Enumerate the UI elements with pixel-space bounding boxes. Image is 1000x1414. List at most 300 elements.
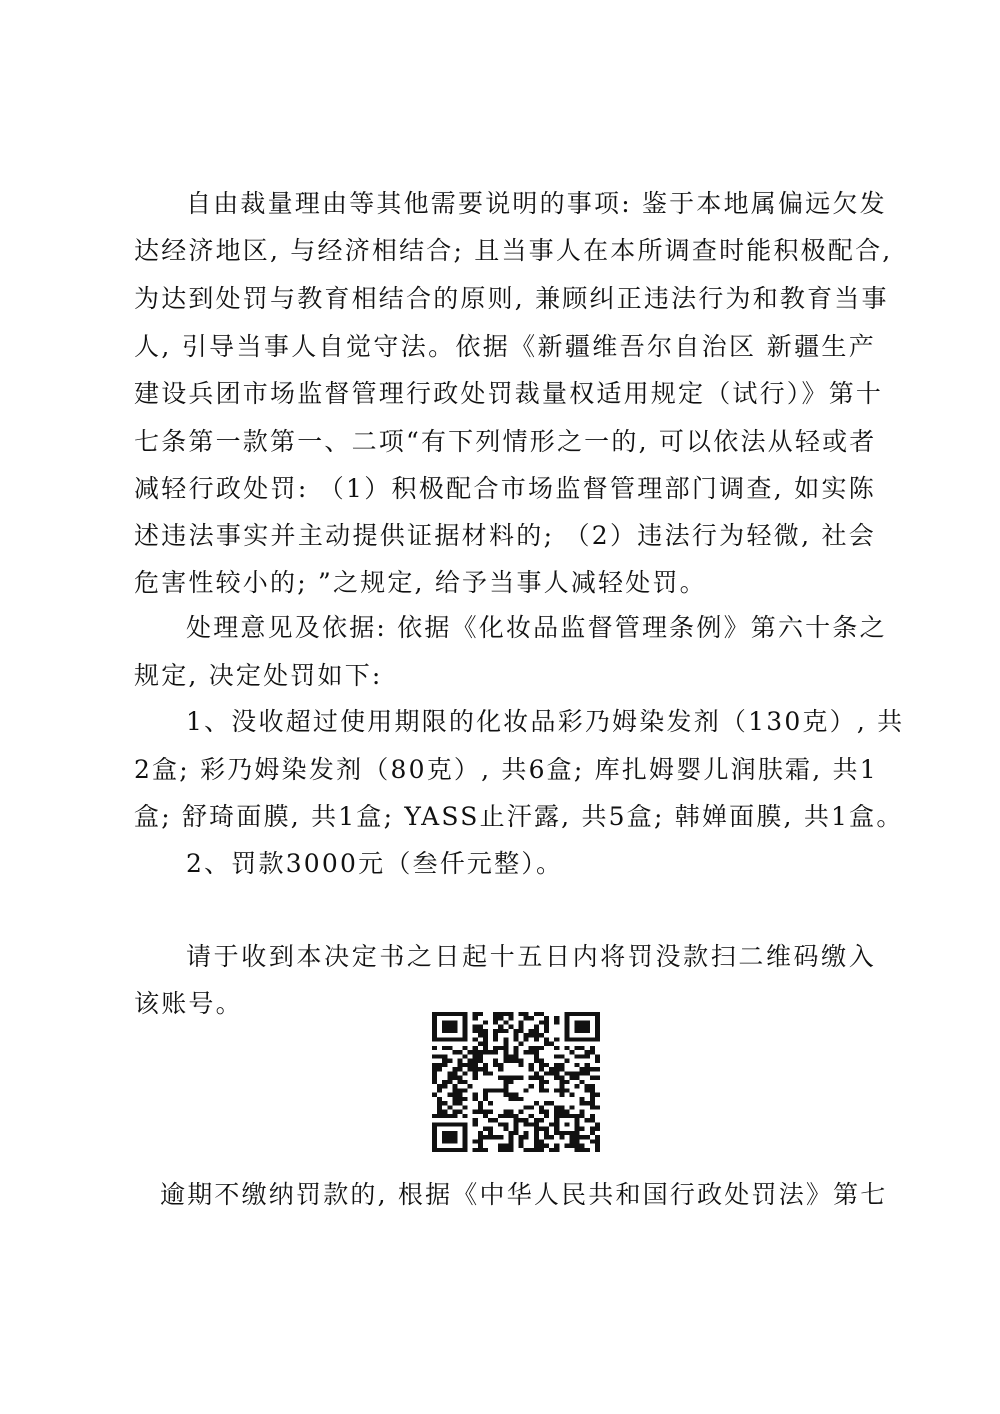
qr-module	[585, 1148, 590, 1152]
qr-module	[585, 1071, 590, 1075]
qr-module	[554, 1067, 559, 1071]
qr-module	[437, 1122, 442, 1126]
qr-module	[483, 1067, 488, 1071]
qr-module	[580, 1067, 585, 1071]
qr-module	[503, 1037, 508, 1041]
discretion-line-6: 七条第一款第一、二项“有下列情形之一的, 可以依法从轻或者	[134, 427, 877, 456]
qr-module	[457, 1076, 462, 1080]
qr-module	[498, 1148, 503, 1152]
qr-module	[544, 1127, 549, 1131]
qr-module	[580, 1127, 585, 1131]
qr-module	[437, 1097, 442, 1101]
qr-module	[575, 1131, 580, 1135]
qr-module	[498, 1016, 503, 1020]
qr-module	[508, 1114, 513, 1118]
qr-module	[498, 1029, 503, 1033]
qr-module	[447, 1105, 452, 1109]
qr-module	[468, 1067, 473, 1071]
qr-module	[452, 1012, 457, 1016]
qr-module	[442, 1135, 447, 1139]
qr-module	[513, 1029, 518, 1033]
qr-module	[473, 1122, 478, 1126]
qr-module	[575, 1029, 580, 1033]
qr-module	[442, 1054, 447, 1058]
qr-module	[473, 1059, 478, 1063]
qr-module	[463, 1063, 468, 1067]
qr-module	[452, 1110, 457, 1114]
qr-module	[529, 1084, 534, 1088]
qr-module	[432, 1071, 437, 1075]
qr-module	[452, 1067, 457, 1071]
qr-module	[432, 1067, 437, 1071]
qr-module	[549, 1135, 554, 1139]
qr-module	[432, 1144, 437, 1148]
qr-module	[432, 1139, 437, 1143]
qr-module	[488, 1101, 493, 1105]
qr-module	[539, 1046, 544, 1050]
qr-module	[447, 1080, 452, 1084]
decision-basis-line-1: 处理意见及依据: 依据《化妆品监督管理条例》第六十条之	[186, 613, 887, 642]
qr-module	[590, 1131, 595, 1135]
qr-module	[447, 1148, 452, 1152]
qr-module	[513, 1131, 518, 1135]
qr-module	[524, 1037, 529, 1041]
qr-module	[432, 1012, 437, 1016]
qr-module	[554, 1016, 559, 1020]
qr-module	[508, 1135, 513, 1139]
qr-module	[503, 1020, 508, 1024]
qr-module	[590, 1118, 595, 1122]
qr-module	[463, 1105, 468, 1109]
qr-module	[493, 1046, 498, 1050]
qr-module	[529, 1033, 534, 1037]
qr-module	[534, 1131, 539, 1135]
qr-module	[590, 1067, 595, 1071]
qr-module	[585, 1118, 590, 1122]
qr-module	[575, 1084, 580, 1088]
qr-module	[473, 1050, 478, 1054]
qr-module	[575, 1012, 580, 1016]
qr-module	[534, 1046, 539, 1050]
qr-module	[544, 1135, 549, 1139]
qr-module	[463, 1127, 468, 1131]
qr-module	[478, 1110, 483, 1114]
qr-module	[442, 1080, 447, 1084]
qr-module	[468, 1063, 473, 1067]
qr-module	[483, 1020, 488, 1024]
qr-module	[595, 1059, 600, 1063]
qr-module	[519, 1029, 524, 1033]
qr-module	[554, 1122, 559, 1126]
qr-module	[554, 1088, 559, 1092]
qr-module	[473, 1063, 478, 1067]
qr-module	[503, 1050, 508, 1054]
qr-module	[498, 1025, 503, 1029]
qr-module	[478, 1148, 483, 1152]
qr-module	[478, 1101, 483, 1105]
qr-module	[452, 1029, 457, 1033]
qr-module	[564, 1131, 569, 1135]
qr-module	[559, 1105, 564, 1109]
qr-module	[478, 1025, 483, 1029]
qr-module	[539, 1088, 544, 1092]
qr-module	[590, 1127, 595, 1131]
qr-module	[564, 1025, 569, 1029]
qr-module	[554, 1037, 559, 1041]
qr-module	[534, 1118, 539, 1122]
qr-module	[488, 1131, 493, 1135]
qr-module	[483, 1114, 488, 1118]
qr-module	[473, 1118, 478, 1122]
qr-module	[478, 1059, 483, 1063]
qr-module	[452, 1097, 457, 1101]
qr-module	[452, 1101, 457, 1105]
qr-module	[544, 1016, 549, 1020]
qr-module	[452, 1037, 457, 1041]
qr-module	[569, 1012, 574, 1016]
qr-module	[544, 1037, 549, 1041]
qr-module	[437, 1114, 442, 1118]
qr-module	[539, 1080, 544, 1084]
qr-module	[519, 1144, 524, 1148]
qr-module	[457, 1088, 462, 1092]
qr-module	[554, 1020, 559, 1024]
qr-module	[539, 1067, 544, 1071]
qr-module	[457, 1122, 462, 1126]
qr-module	[478, 1144, 483, 1148]
qr-module	[483, 1042, 488, 1046]
qr-module	[508, 1054, 513, 1058]
qr-module	[519, 1012, 524, 1016]
qr-module	[575, 1114, 580, 1118]
qr-module	[452, 1135, 457, 1139]
qr-module	[437, 1084, 442, 1088]
qr-module	[534, 1033, 539, 1037]
qr-module	[539, 1110, 544, 1114]
qr-module	[559, 1084, 564, 1088]
qr-module	[473, 1016, 478, 1020]
qr-module	[442, 1012, 447, 1016]
qr-module	[508, 1144, 513, 1148]
qr-module	[488, 1071, 493, 1075]
qr-module	[503, 1110, 508, 1114]
qr-module	[534, 1135, 539, 1139]
qr-module	[564, 1029, 569, 1033]
qr-module	[442, 1029, 447, 1033]
qr-module	[590, 1012, 595, 1016]
qr-module	[549, 1148, 554, 1152]
qr-module	[478, 1067, 483, 1071]
qr-module	[457, 1063, 462, 1067]
qr-module	[519, 1139, 524, 1143]
qr-module	[437, 1012, 442, 1016]
qr-module	[478, 1042, 483, 1046]
qr-module	[488, 1110, 493, 1114]
qr-module	[463, 1054, 468, 1058]
qr-module	[513, 1114, 518, 1118]
qr-module	[437, 1063, 442, 1067]
qr-module	[590, 1050, 595, 1054]
qr-module	[585, 1025, 590, 1029]
payment-instruction-line-1: 请于收到本决定书之日起十五日内将罚没款扫二维码缴入	[186, 942, 876, 971]
qr-module	[493, 1118, 498, 1122]
qr-module	[473, 1054, 478, 1058]
qr-module	[447, 1025, 452, 1029]
qr-module	[457, 1037, 462, 1041]
qr-module	[544, 1114, 549, 1118]
qr-module	[590, 1105, 595, 1109]
qr-module	[595, 1033, 600, 1037]
penalty-item-1-line-3: 盒; 舒琦面膜, 共1盒; YASS止汗露, 共5盒; 韩婵面膜, 共1盒。	[134, 802, 904, 831]
qr-module	[452, 1093, 457, 1097]
qr-module	[585, 1037, 590, 1041]
qr-module	[544, 1042, 549, 1046]
qr-module	[564, 1144, 569, 1148]
qr-module	[503, 1088, 508, 1092]
qr-module	[580, 1012, 585, 1016]
qr-module	[463, 1020, 468, 1024]
qr-module	[534, 1144, 539, 1148]
qr-module	[539, 1139, 544, 1143]
qr-module	[463, 1046, 468, 1050]
qr-module	[534, 1059, 539, 1063]
qr-module	[580, 1046, 585, 1050]
qr-module	[534, 1054, 539, 1058]
qr-module	[529, 1046, 534, 1050]
qr-module	[569, 1135, 574, 1139]
qr-module	[534, 1037, 539, 1041]
qr-module	[564, 1071, 569, 1075]
qr-module	[580, 1110, 585, 1114]
qr-module	[559, 1067, 564, 1071]
qr-module	[442, 1059, 447, 1063]
qr-module	[549, 1071, 554, 1075]
qr-module	[463, 1122, 468, 1126]
qr-module	[452, 1071, 457, 1075]
qr-module	[559, 1080, 564, 1084]
qr-module	[575, 1139, 580, 1143]
qr-module	[554, 1063, 559, 1067]
qr-module	[473, 1037, 478, 1041]
qr-module	[534, 1148, 539, 1152]
qr-module	[519, 1110, 524, 1114]
qr-module	[473, 1046, 478, 1050]
qr-module	[463, 1029, 468, 1033]
qr-module	[564, 1037, 569, 1041]
qr-module	[585, 1020, 590, 1024]
qr-module	[539, 1033, 544, 1037]
qr-module	[544, 1063, 549, 1067]
qr-module	[559, 1135, 564, 1139]
qr-module	[580, 1097, 585, 1101]
qr-module	[529, 1076, 534, 1080]
qr-module	[452, 1050, 457, 1054]
qr-module	[519, 1042, 524, 1046]
qr-module	[585, 1054, 590, 1058]
qr-module	[447, 1076, 452, 1080]
qr-module	[463, 1012, 468, 1016]
qr-module	[478, 1012, 483, 1016]
qr-module	[564, 1012, 569, 1016]
qr-module	[585, 1063, 590, 1067]
qr-module	[493, 1012, 498, 1016]
qr-module	[595, 1054, 600, 1058]
qr-module	[483, 1093, 488, 1097]
qr-module	[569, 1093, 574, 1097]
qr-module	[544, 1144, 549, 1148]
qr-module	[539, 1063, 544, 1067]
qr-module	[498, 1114, 503, 1118]
qr-module	[463, 1144, 468, 1148]
qr-module	[544, 1025, 549, 1029]
qr-module	[519, 1135, 524, 1139]
qr-module	[508, 1080, 513, 1084]
qr-module	[575, 1037, 580, 1041]
discretion-line-5: 建设兵团市场监督管理行政处罚裁量权适用规定（试行）》第十	[134, 379, 884, 408]
qr-module	[519, 1020, 524, 1024]
qr-module	[452, 1084, 457, 1088]
qr-module	[575, 1025, 580, 1029]
qr-module	[432, 1046, 437, 1050]
qr-module	[529, 1050, 534, 1054]
qr-module	[559, 1054, 564, 1058]
decision-basis-line-2: 规定, 决定处罚如下:	[134, 661, 383, 690]
qr-module	[503, 1114, 508, 1118]
qr-module	[432, 1054, 437, 1058]
qr-module	[508, 1059, 513, 1063]
qr-module	[463, 1025, 468, 1029]
qr-module	[447, 1131, 452, 1135]
qr-module	[478, 1135, 483, 1139]
qr-module	[503, 1144, 508, 1148]
qr-module	[442, 1131, 447, 1135]
qr-module	[463, 1131, 468, 1135]
qr-module	[432, 1131, 437, 1135]
qr-module	[580, 1135, 585, 1139]
qr-module	[473, 1139, 478, 1143]
qr-module	[483, 1097, 488, 1101]
qr-module	[508, 1131, 513, 1135]
qr-module	[473, 1110, 478, 1114]
qr-module	[575, 1020, 580, 1024]
qr-module	[452, 1088, 457, 1092]
qr-module	[457, 1097, 462, 1101]
qr-module	[529, 1114, 534, 1118]
qr-module	[539, 1118, 544, 1122]
qr-module	[442, 1122, 447, 1126]
qr-module	[575, 1144, 580, 1148]
qr-module	[442, 1020, 447, 1024]
qr-module	[508, 1097, 513, 1101]
qr-module	[580, 1114, 585, 1118]
qr-module	[483, 1037, 488, 1041]
qr-module	[544, 1101, 549, 1105]
qr-module	[590, 1046, 595, 1050]
qr-module	[473, 1029, 478, 1033]
qr-module	[585, 1088, 590, 1092]
qr-module	[432, 1076, 437, 1080]
qr-module	[559, 1063, 564, 1067]
qr-module	[452, 1025, 457, 1029]
qr-module	[488, 1135, 493, 1139]
qr-module	[442, 1139, 447, 1143]
qr-module	[585, 1101, 590, 1105]
qr-module	[503, 1059, 508, 1063]
qr-module	[447, 1020, 452, 1024]
qr-module	[595, 1020, 600, 1024]
qr-module	[564, 1020, 569, 1024]
qr-module	[585, 1084, 590, 1088]
qr-module	[463, 1016, 468, 1020]
qr-module	[564, 1059, 569, 1063]
qr-module	[437, 1054, 442, 1058]
qr-module	[488, 1088, 493, 1092]
qr-module	[513, 1054, 518, 1058]
qr-module	[549, 1101, 554, 1105]
qr-module	[493, 1088, 498, 1092]
qr-module	[559, 1114, 564, 1118]
qr-module	[524, 1105, 529, 1109]
qr-module	[554, 1071, 559, 1075]
qr-module	[513, 1046, 518, 1050]
qr-module	[432, 1020, 437, 1024]
qr-module	[513, 1122, 518, 1126]
qr-module	[595, 1135, 600, 1139]
qr-module	[483, 1148, 488, 1152]
discretion-line-7: 减轻行政处罚: （1）积极配合市场监督管理部门调查, 如实陈	[134, 474, 876, 503]
qr-module	[437, 1067, 442, 1071]
qr-module	[534, 1025, 539, 1029]
qr-module	[483, 1088, 488, 1092]
qr-module	[554, 1118, 559, 1122]
qr-module	[452, 1114, 457, 1118]
qr-module	[529, 1067, 534, 1071]
qr-module	[493, 1016, 498, 1020]
qr-module	[442, 1148, 447, 1152]
qr-module	[508, 1012, 513, 1016]
discretion-line-4: 人, 引导当事人自觉守法。依据《新疆维吾尔自治区 新疆生产	[134, 332, 876, 361]
qr-module	[457, 1110, 462, 1114]
qr-module	[442, 1114, 447, 1118]
qr-module	[447, 1093, 452, 1097]
qr-module	[590, 1093, 595, 1097]
qr-module	[463, 1139, 468, 1143]
qr-module	[590, 1139, 595, 1143]
qr-module	[590, 1114, 595, 1118]
qr-module	[524, 1118, 529, 1122]
qr-module	[432, 1114, 437, 1118]
qr-module	[595, 1037, 600, 1041]
qr-module	[478, 1131, 483, 1135]
qr-module	[569, 1037, 574, 1041]
qr-module	[483, 1110, 488, 1114]
qr-module	[524, 1148, 529, 1152]
qr-module	[539, 1020, 544, 1024]
qr-module	[432, 1025, 437, 1029]
qr-module	[493, 1020, 498, 1024]
qr-module	[473, 1148, 478, 1152]
qr-module	[595, 1144, 600, 1148]
qr-module	[468, 1050, 473, 1054]
qr-module	[580, 1029, 585, 1033]
qr-module	[452, 1020, 457, 1024]
penalty-item-1-line-2: 2盒; 彩乃姆染发剂（80克）, 共6盒; 库扎姆婴儿润肤霜, 共1	[134, 755, 878, 784]
qr-module	[452, 1122, 457, 1126]
qr-module	[539, 1144, 544, 1148]
qr-module	[529, 1148, 534, 1152]
qr-module	[493, 1029, 498, 1033]
qr-module	[457, 1080, 462, 1084]
